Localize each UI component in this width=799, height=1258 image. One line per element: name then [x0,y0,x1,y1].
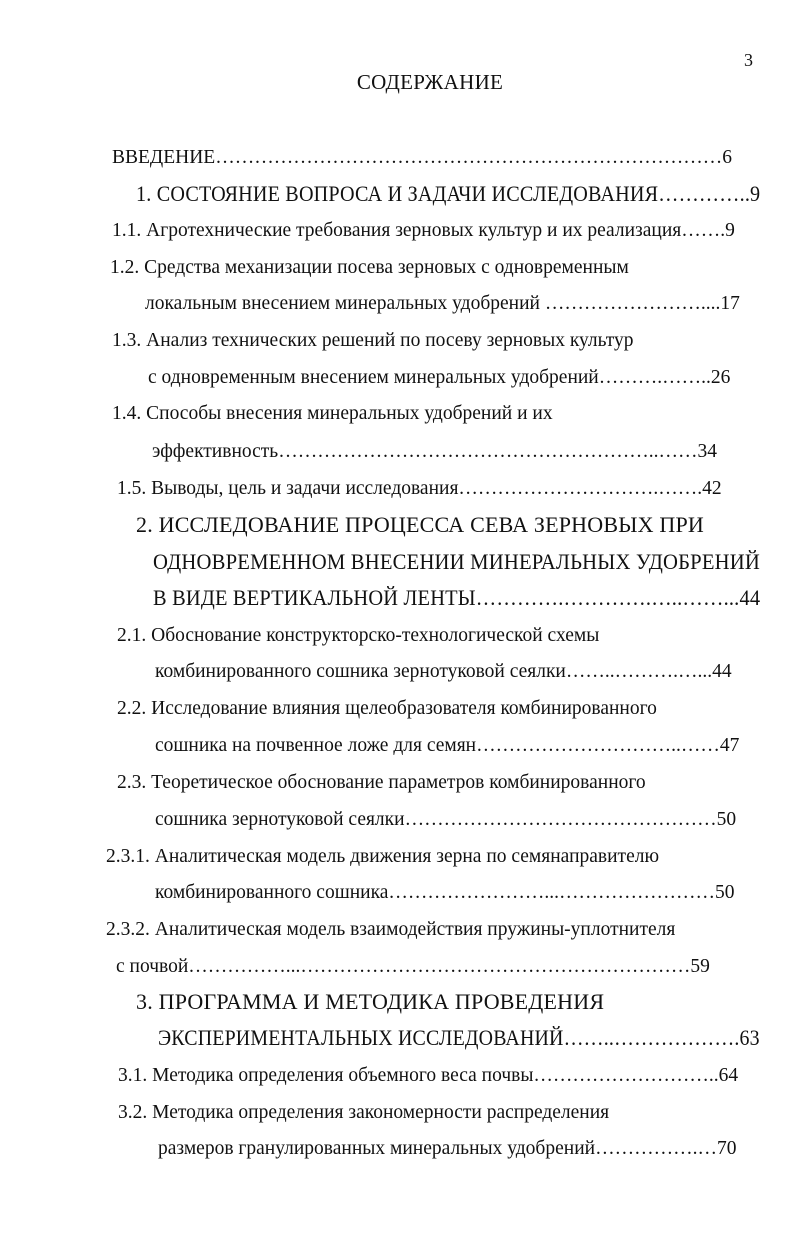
page-number: 3 [744,50,753,70]
toc-line-1-4: 1.4. Способы внесения минеральных удобрений и их [112,403,553,424]
toc-line-2-3-2: 2.3.2. Аналитическая модель взаимодействия пружины-уплотнителя [106,919,676,940]
toc-line-2-3: 2.3. Теоретическое обоснование параметров комбинированного [117,772,646,793]
toc-line-1-2: 1.2. Средства механизации посева зерновых с одновременным [110,257,629,278]
toc-line-1-4-cont: эффективность…………………………………………………..……34 [152,441,717,462]
toc-line-2-3-1: 2.3.1. Аналитическая модель движения зерна по семянаправителю [106,846,660,867]
toc-line-2-3-cont: сошника зернотуковой сеялки…………………………………………50 [155,809,737,830]
toc-line-2-1: 2.1. Обоснование конструкторско-технологической схемы [117,625,600,646]
toc-line-2-2-cont: сошника на почвенное ложе для семян…………………………..……47 [155,735,740,756]
toc-line-1-1: 1.1. Агротехнические требования зерновых культур и их реализация…….9 [112,220,735,241]
toc-line-chapter-2-cont-2: В ВИДЕ ВЕРТИКАЛЬНОЙ ЛЕНТЫ………….………….…..……...44 [153,585,761,610]
toc-line-chapter-2-cont: ОДНОВРЕМЕННОМ ВНЕСЕНИИ МИНЕРАЛЬНЫХ УДОБРЕНИЙ [153,549,761,574]
toc-line-chapter-3: 3. ПРОГРАММА И МЕТОДИКА ПРОВЕДЕНИЯ [136,989,605,1014]
toc-line-chapter-2: 2. ИССЛЕДОВАНИЕ ПРОЦЕССА СЕВА ЗЕРНОВЫХ ПРИ [136,512,704,537]
toc-line-intro: ВВЕДЕНИЕ……………………………………………………………………6 [112,147,732,168]
toc-line-1-2-cont: локальным внесением минеральных удобрений ……………………....17 [145,293,740,314]
toc-line-3-1: 3.1. Методика определения объемного веса почвы………………………..64 [118,1065,739,1086]
toc-line-2-1-cont: комбинированного сошника зернотуковой сеялки……..……….…...44 [155,661,732,682]
toc-line-1-3-cont: с одновременным внесением минеральных удобрений……….……..26 [148,367,731,388]
toc-line-chapter-1: 1. СОСТОЯНИЕ ВОПРОСА И ЗАДАЧИ ИССЛЕДОВАНИЯ…………..9 [136,181,761,206]
toc-line-1-5: 1.5. Выводы, цель и задачи исследования………………………….…….42 [117,478,722,499]
toc-line-2-3-1-cont: комбинированного сошника……………………...……………………50 [155,882,735,903]
toc-line-1-3: 1.3. Анализ технических решений по посеву зерновых культур [112,330,634,351]
toc-line-2-2: 2.2. Исследование влияния щелеобразователя комбинированного [117,698,657,719]
toc-line-3-2-cont: размеров гранулированных минеральных удобрений…………….…70 [158,1138,737,1159]
toc-line-3-2: 3.2. Методика определения закономерности распределения [118,1102,610,1123]
toc-line-chapter-3-cont: ЭКСПЕРИМЕНТАЛЬНЫХ ИССЛЕДОВАНИЙ……..……………….63 [158,1025,760,1050]
toc-line-2-3-2-cont: с почвой……………...……………………………………………………59 [116,956,710,977]
page-title: СОДЕРЖАНИЕ [356,70,504,94]
